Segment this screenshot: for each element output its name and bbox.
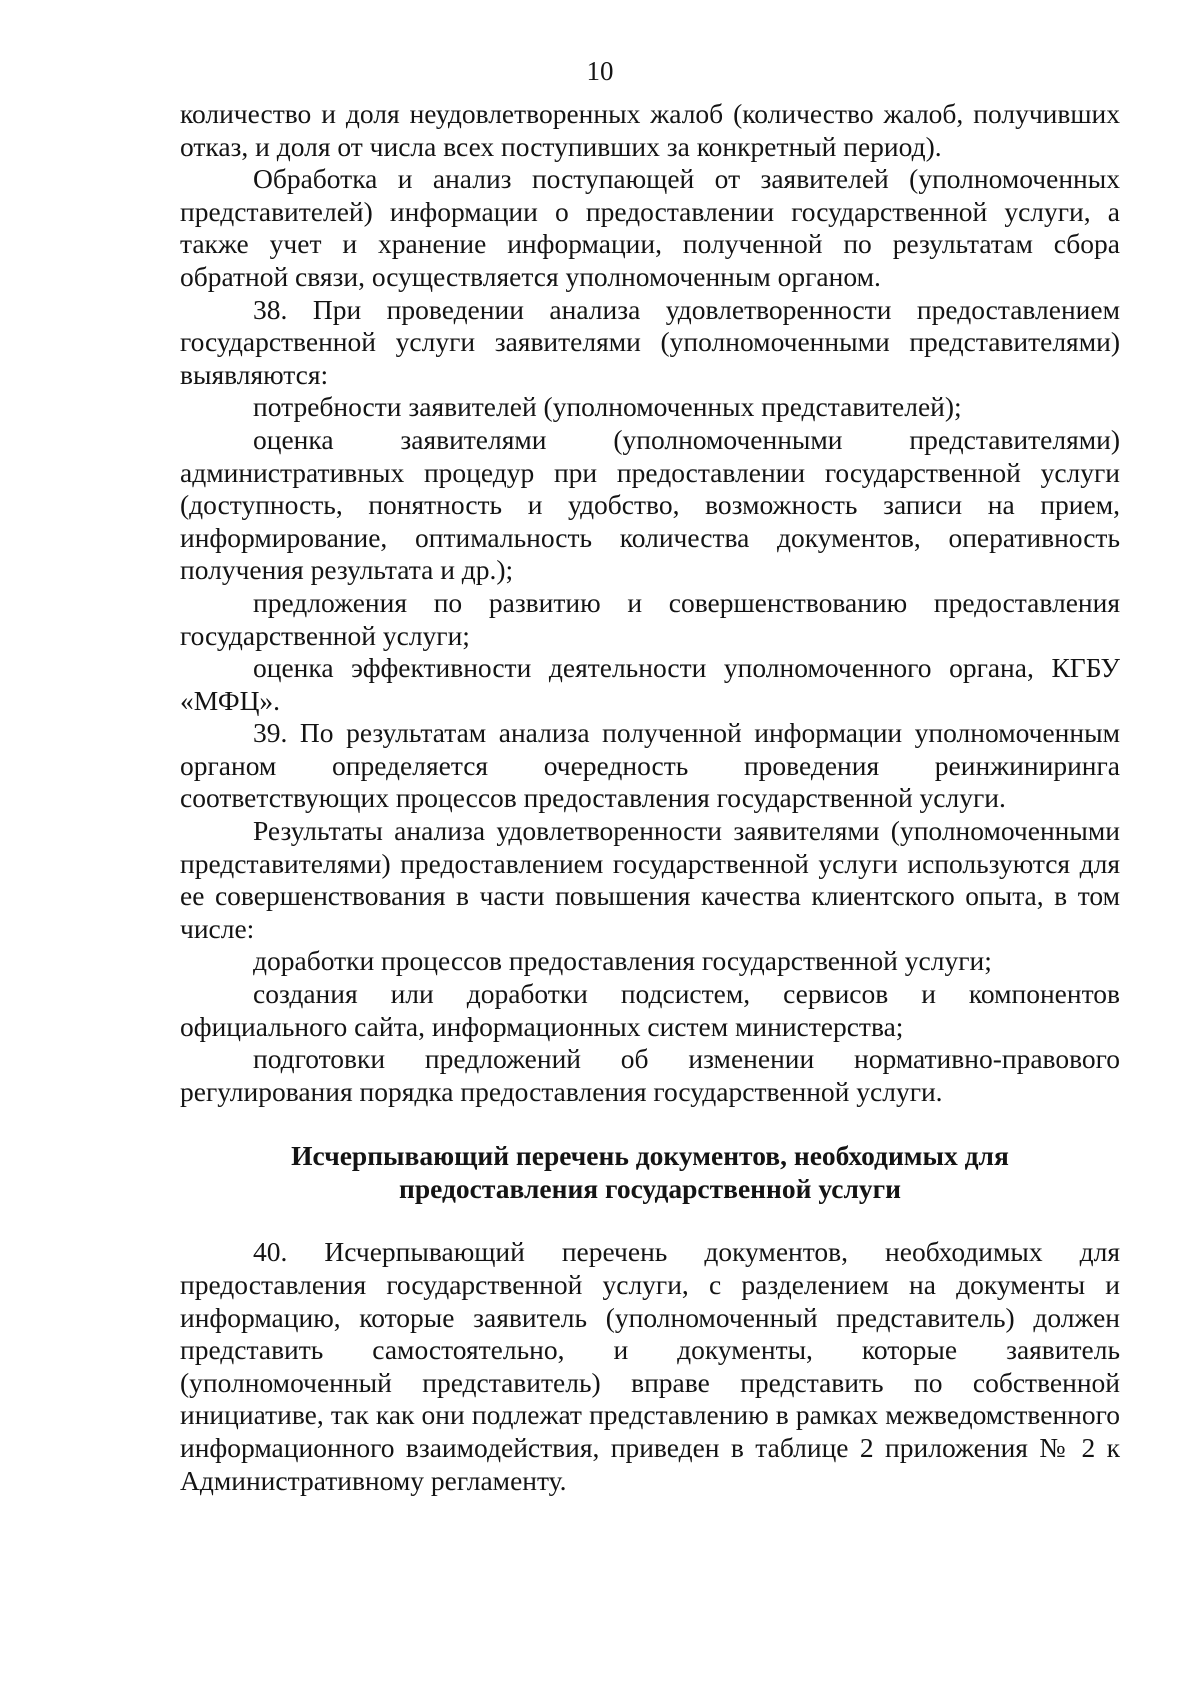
paragraph-complaints-indicator: количество и доля неудовлетворенных жалоб (количество жалоб, получивших отказ, и доля от числа всех поступивших за конкретный период). <box>180 98 1120 162</box>
paragraph-item-39: 39. По результатам анализа полученной информации уполномоченным органом определяется очередность проведения реинжиниринга соответствующих процессов предоставления государственной услуги. <box>180 717 1120 814</box>
paragraph-analysis-results: Результаты анализа удовлетворенности заявителями (уполномоченными представителями) предоставлением государственной услуги используются для ее совершенствования в части повышения качества клиентского опыта, в том числе: <box>180 815 1120 944</box>
page-number: 10 <box>586 56 614 86</box>
list-item-development-proposals: предложения по развитию и совершенствованию предоставления государственной услуги; <box>180 586 1120 651</box>
list-item-procedures-assessment: оценка заявителями (уполномоченными представителями) административных процедур при предоставлении государственной услуги (доступность, понятность и удобство, возможность записи на прием, информирование, оптимальность количества документов, оперативность получения результата и др.); <box>180 423 1120 586</box>
section-heading-line-1: Исчерпывающий перечень документов, необходимых для <box>291 1140 1009 1172</box>
section-heading <box>180 1139 1120 1205</box>
list-item-efficiency-assessment: оценка эффективности деятельности уполномоченного органа, КГБУ «МФЦ». <box>180 652 1120 716</box>
list-item-needs: потребности заявителей (уполномоченных представителей); <box>253 391 962 423</box>
list-item-process-improvement: доработки процессов предоставления государственной услуги; <box>253 945 992 977</box>
paragraph-feedback-processing: Обработка и анализ поступающей от заявителей (уполномоченных представителей) информации о предоставлении государственной услуги, а также учет и хранение информации, полученной по результатам сбора обратной связи, осуществляется уполномоченным органом. <box>180 163 1120 292</box>
list-item-regulation-proposals: подготовки предложений об изменении нормативно-правового регулирования порядка предоставления государственной услуги. <box>180 1043 1120 1107</box>
document-body <box>180 98 1120 1497</box>
paragraph-item-38: 38. При проведении анализа удовлетворенности предоставлением государственной услуги заявителями (уполномоченными представителями) выявляются: <box>180 293 1120 390</box>
section-heading-line-2: предоставления государственной услуги <box>399 1173 901 1205</box>
paragraph-item-40: 40. Исчерпывающий перечень документов, необходимых для предоставления государственной услуги, с разделением на документы и информацию, которые заявитель (уполномоченный представитель) должен представить самостоятельно, и документы, которые заявитель (уполномоченный представитель) вправе представить по собственной инициативе, так как они подлежат представлению в рамках межведомственного информационного взаимодействия, приведен в таблице 2 приложения № 2 к Административному регламенту. <box>180 1236 1120 1496</box>
list-item-subsystems: создания или доработки подсистем, сервисов и компонентов официального сайта, информационных систем министерства; <box>180 978 1120 1042</box>
